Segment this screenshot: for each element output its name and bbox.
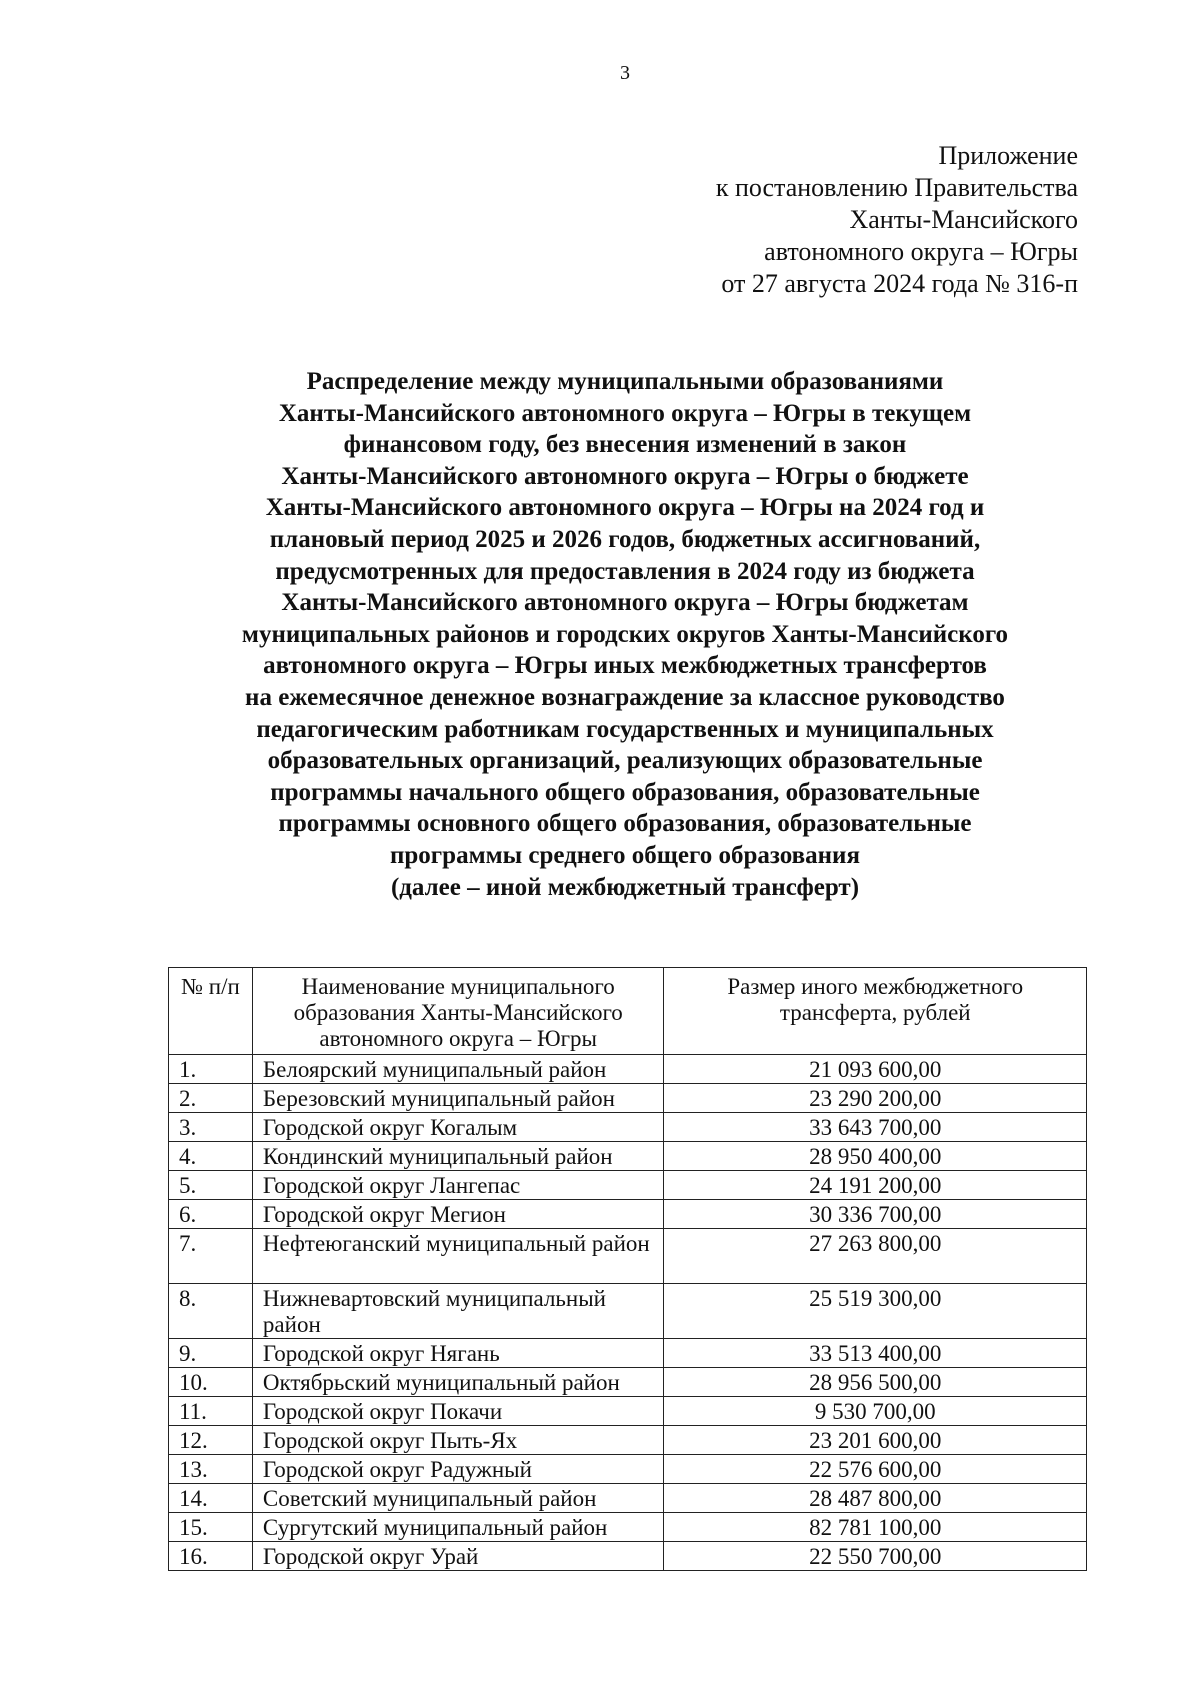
row-num: 3. <box>169 1113 253 1142</box>
row-num: 15. <box>169 1513 253 1542</box>
title-line: Ханты-Мансийского автономного округа – Югры на 2024 год и <box>265 494 985 522</box>
title-line: финансовом году, без внесения изменений в закон <box>343 431 907 459</box>
title-line: на ежемесячное денежное вознаграждение за классное руководство <box>245 683 1005 711</box>
row-amount: 30 336 700,00 <box>664 1200 1087 1229</box>
title-line: муниципальных районов и городских округов Ханты-Мансийского <box>241 620 1009 648</box>
row-num: 5. <box>169 1171 253 1200</box>
table-row <box>169 1113 1087 1142</box>
row-amount: 25 519 300,00 <box>664 1284 1087 1339</box>
row-name: Городской округ Нягань <box>252 1339 664 1368</box>
row-amount: 21 093 600,00 <box>664 1055 1087 1084</box>
row-name: Нижневартовский муниципальный район <box>252 1284 664 1339</box>
row-amount: 23 201 600,00 <box>664 1426 1087 1455</box>
title-line: Ханты-Мансийского автономного округа – Югры в текущем <box>278 399 972 427</box>
table-row <box>169 1397 1087 1426</box>
table-row <box>169 1171 1087 1200</box>
title-line: предусмотренных для предоставления в 2024 году из бюджета <box>275 557 975 585</box>
table-row <box>169 1426 1087 1455</box>
title-line: Ханты-Мансийского автономного округа – Югры о бюджете <box>281 462 969 490</box>
row-name: Городской округ Пыть-Ях <box>252 1426 664 1455</box>
row-num: 4. <box>169 1142 253 1171</box>
row-num: 9. <box>169 1339 253 1368</box>
row-amount: 22 550 700,00 <box>664 1542 1087 1571</box>
table-row <box>169 1368 1087 1397</box>
appendix-line: Приложение <box>938 141 1078 170</box>
row-amount: 27 263 800,00 <box>664 1229 1087 1284</box>
row-amount: 28 950 400,00 <box>664 1142 1087 1171</box>
title-line: программы среднего общего образования <box>390 841 860 869</box>
row-name: Октябрьский муниципальный район <box>252 1368 664 1397</box>
row-amount: 9 530 700,00 <box>664 1397 1087 1426</box>
title-line: плановый период 2025 и 2026 годов, бюджетных ассигнований, <box>269 525 981 553</box>
row-name: Сургутский муниципальный район <box>252 1513 664 1542</box>
row-num: 11. <box>169 1397 253 1426</box>
row-amount: 28 487 800,00 <box>664 1484 1087 1513</box>
header-amount: Размер иного межбюджетного трансферта, рублей <box>664 968 1087 1055</box>
row-name: Кондинский муниципальный район <box>252 1142 664 1171</box>
row-name: Городской округ Урай <box>252 1542 664 1571</box>
title-line: образовательных организаций, реализующих образовательные <box>267 747 983 775</box>
table-row <box>169 1229 1087 1284</box>
table-row <box>169 1339 1087 1368</box>
header-name: Наименование муниципального образования Ханты-Мансийского автономного округа – Югры <box>252 968 664 1055</box>
table-row <box>169 1513 1087 1542</box>
appendix-line: автономного округа – Югры <box>764 237 1078 266</box>
row-num: 1. <box>169 1055 253 1084</box>
row-name: Городской округ Мегион <box>252 1200 664 1229</box>
transfer-table <box>168 967 1087 1571</box>
row-name: Березовский муниципальный район <box>252 1084 664 1113</box>
title-line: программы основного общего образования, образовательные <box>278 810 972 838</box>
row-num: 16. <box>169 1542 253 1571</box>
document-title <box>140 366 1110 903</box>
appendix-line: от 27 августа 2024 года № 316-п <box>721 269 1078 298</box>
title-line: программы начального общего образования, образовательные <box>270 778 980 806</box>
table-row <box>169 1284 1087 1339</box>
row-name: Городской округ Радужный <box>252 1455 664 1484</box>
appendix-line: Ханты-Мансийского <box>849 205 1078 234</box>
row-num: 8. <box>169 1284 253 1339</box>
row-name: Белоярский муниципальный район <box>252 1055 664 1084</box>
row-num: 6. <box>169 1200 253 1229</box>
title-line: Ханты-Мансийского автономного округа – Югры бюджетам <box>281 589 969 617</box>
table-header-row <box>169 968 1087 1055</box>
row-amount: 33 643 700,00 <box>664 1113 1087 1142</box>
row-amount: 24 191 200,00 <box>664 1171 1087 1200</box>
table-row <box>169 1142 1087 1171</box>
row-amount: 33 513 400,00 <box>664 1339 1087 1368</box>
row-amount: 28 956 500,00 <box>664 1368 1087 1397</box>
row-name: Советский муниципальный район <box>252 1484 664 1513</box>
row-num: 12. <box>169 1426 253 1455</box>
row-amount: 22 576 600,00 <box>664 1455 1087 1484</box>
row-amount: 23 290 200,00 <box>664 1084 1087 1113</box>
title-line: (далее – иной межбюджетный трансферт) <box>390 873 860 901</box>
table-row <box>169 1542 1087 1571</box>
table-row <box>169 1084 1087 1113</box>
appendix-line: к постановлению Правительства <box>715 173 1078 202</box>
title-line: педагогическим работникам государственных и муниципальных <box>256 715 994 743</box>
row-num: 7. <box>169 1229 253 1284</box>
row-num: 14. <box>169 1484 253 1513</box>
row-num: 2. <box>169 1084 253 1113</box>
header-num: № п/п <box>169 968 253 1055</box>
row-num: 10. <box>169 1368 253 1397</box>
row-name: Городской округ Покачи <box>252 1397 664 1426</box>
table-row <box>169 1200 1087 1229</box>
title-line: автономного округа – Югры иных межбюджетных трансфертов <box>263 652 987 680</box>
row-name: Городской округ Лангепас <box>252 1171 664 1200</box>
table-row <box>169 1455 1087 1484</box>
title-line: Распределение между муниципальными образованиями <box>306 368 944 395</box>
row-amount: 82 781 100,00 <box>664 1513 1087 1542</box>
table-row <box>169 1484 1087 1513</box>
row-name: Нефтеюганский муниципальный район <box>252 1229 664 1284</box>
row-num: 13. <box>169 1455 253 1484</box>
table-row <box>169 1055 1087 1084</box>
row-name: Городской округ Когалым <box>252 1113 664 1142</box>
appendix-block <box>716 140 1078 300</box>
page-number: 3 <box>620 62 630 84</box>
